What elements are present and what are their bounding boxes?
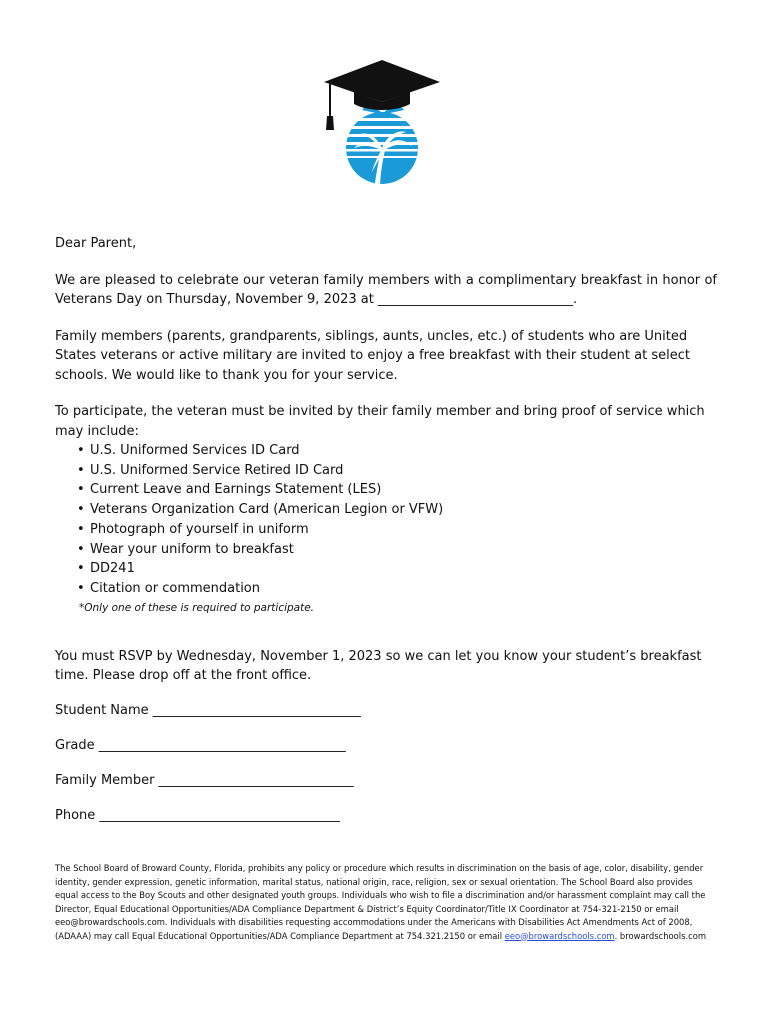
list-item: • Citation or commendation <box>77 579 717 599</box>
list-item: • Wear your uniform to breakfast <box>77 540 717 560</box>
intro-paragraph: We are pleased to celebrate our veteran family members with a complimentary breakfast in honor of Veterans Day on Thursday, November 9, 2023 at ______________________________. <box>55 272 717 307</box>
list-item: • U.S. Uniformed Services ID Card <box>77 441 717 461</box>
list-item: • Photograph of yourself in uniform <box>77 520 717 540</box>
list-item: • Veterans Organization Card (American Legion or VFW) <box>77 500 717 520</box>
letter-body <box>55 234 717 841</box>
eeo-email-link[interactable]: eeo@browardschools.com <box>504 930 615 941</box>
list-item: • DD241 <box>77 559 717 579</box>
student-name-field[interactable]: Student Name ________________________________ <box>55 702 361 718</box>
school-board-logo <box>320 60 444 190</box>
phone-field[interactable]: Phone _____________________________________ <box>55 807 340 823</box>
rsvp-paragraph: You must RSVP by Wednesday, November 1, 2023 so we can let you know your student’s breakfast time. Please drop off at the front office. <box>55 648 702 684</box>
list-item: • Current Leave and Earnings Statement (LES) <box>77 480 717 500</box>
family-member-field[interactable]: Family Member ______________________________ <box>55 772 354 788</box>
nondiscrimination-disclaimer <box>55 862 717 943</box>
participate-paragraph: To participate, the veteran must be invited by their family member and bring proof of service which may include: <box>55 404 705 439</box>
family-members-paragraph: Family members (parents, grandparents, siblings, aunts, uncles, etc.) of students who are United States veterans or active military are invited to enjoy a free breakfast with their student at select schools. We would like to thank you for your service. <box>55 328 690 383</box>
greeting: Dear Parent, <box>55 236 137 251</box>
disclaimer-text: The School Board of Broward County, Florida, prohibits any policy or procedure which results in discrimination on the basis of age, color, disability, gender identity, gender expression, genetic information, marital status, national origin, race, religion, sex or sexual orientation. The School Board also provides equal access to the Boy Scouts and other designated youth groups. Individuals who wish to file a discrimination and/or harassment complaint may call the Director, Equal Educational Opportunities/ADA Compliance Department & District’s Equity Coordinator/Title IX Coordinator at 754-321-2150 or email eeo@browardschools.com. Individuals with disabilities requesting accommodations under the Americans with Disabilities Act Amendments Act of 2008, (ADAAA) may call Equal Educational Opportunities/ADA Compliance Department at 754.321.2150 or email <box>55 863 706 941</box>
requirements-note: *Only one of these is required to participate. <box>79 601 315 614</box>
list-item: • U.S. Uniformed Service Retired ID Card <box>77 461 717 481</box>
grade-field[interactable]: Grade ______________________________________ <box>55 737 346 753</box>
disclaimer-suffix: . browardschools.com <box>614 930 706 941</box>
requirements-list <box>55 441 717 599</box>
